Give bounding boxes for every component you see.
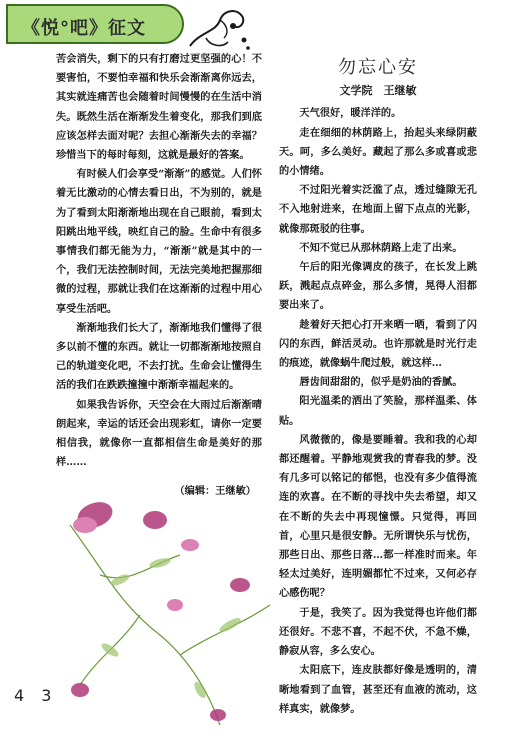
editor-credit: （编辑：王继敏） [174,485,256,498]
article-paragraph-6: 趁着好天把心打开来晒一晒，看到了闪闪的东西，鲜活灵动。也许那就是时光行走的痕迹，就像蜗牛爬过般，就这样… [279,318,477,370]
article-paragraph-10: 于是，我笑了。因为我觉得也许他们都还很好。不悲不喜，不起不伏，不急不燥，静寂从容，多么安心。 [279,606,477,658]
article-paragraph-4: 不知不觉已从那林荫路上走了出来。 [299,241,463,254]
banner-title: 《悦°吧》征文 [22,18,146,39]
left-paragraph-1: 苦会消失，剩下的只有打磨过更坚强的心！不要害怕，不要怕幸福和快乐会渐渐离你远去，其实就连痛苦也会随着时间慢慢的在生活中消失。既然生活在渐渐发生着变化，那我们到底应该怎样去面对呢？去担心渐渐失去的幸福？珍惜当下的每时每刻，这就是最好的答案。 [56,53,262,162]
left-paragraph-2: 有时候人们会享受“渐渐”的感觉。人们怀着无比激动的心情去看日出，不为别的，就是为了看到太阳渐渐地出现在自己眼前，看到太阳跳出地平线，映红自己的脸。生命中有很多事情我们都无能为力，“渐渐”就是其中的一个，我们无法控制时间，无法完美地把握那细微的过程，那就让我们在这渐渐的过程中用心享受生活吧。 [56,168,262,315]
left-column [56,50,262,502]
article-paragraph-5: 午后的阳光像调皮的孩子，在长发上跳跃，溅起点点碎金，那么多情，晃得人泪都要出来了。 [279,261,477,312]
left-paragraph-4: 如果我告诉你，天空会在大雨过后渐渐晴朗起来，幸运的话还会出现彩虹，请你一定要相信我，就像你一直都相信生命是美好的那样…… [56,398,262,469]
article-paragraph-11: 太阳底下，连皮肤都好像是透明的，清晰地看到了血管，甚至还有血液的流动，这样真实，就像梦。 [279,664,477,715]
article-paragraph-1: 天气很好，暖洋洋的。 [299,107,402,120]
article-paragraph-2: 走在细细的林荫路上，抬起头来绿阴蔽天。呵，多么美好。藏起了那么多或喜或悲的小情绪。 [279,126,477,178]
swirl-flourish-icon [186,2,256,54]
floral-decoration-icon [40,485,290,730]
right-column [279,50,477,719]
article-paragraph-9: 风微微的，像是要睡着。我和我的心却都还醒着。平静地观赏我的青春我的梦。没有几多可以铭记的郁悒，也没有多少值得流连的欢喜。在不断的寻找中失去希望，却又在不断的失去中再现憧憬。只觉得，再回首，心里只是很安静。无所谓快乐与忧伤，那些日出、那些日落…都一样准时而来。年轻太过美好，连明媚都忙不过来，又何必存心感伤呢？ [279,433,477,600]
article-byline: 文学院 王继敏 [339,84,417,98]
article-paragraph-7: 唇齿间甜甜的，似乎是奶油的香腻。 [299,376,463,389]
column-banner [6,4,184,44]
article-paragraph-8: 阳光温柔的洒出了笑脸，那样温柔、体贴。 [279,395,477,427]
article-paragraph-3: 不过阳光着实泛滥了点，透过缝隙无孔不入地射进来，在地面上留下点点的光影，就像那斑驳的往事。 [279,184,477,235]
page-number: 4 3 [14,686,58,705]
article-title: 勿忘心安 [338,57,418,78]
left-paragraph-3: 渐渐地我们长大了，渐渐地我们懂得了很多以前不懂的东西。就让一切都渐渐地按照自己的轨道变化吧，不去打扰。生命会让懂得生活的我们在跌跌撞撞中渐渐幸福起来的。 [56,321,262,392]
